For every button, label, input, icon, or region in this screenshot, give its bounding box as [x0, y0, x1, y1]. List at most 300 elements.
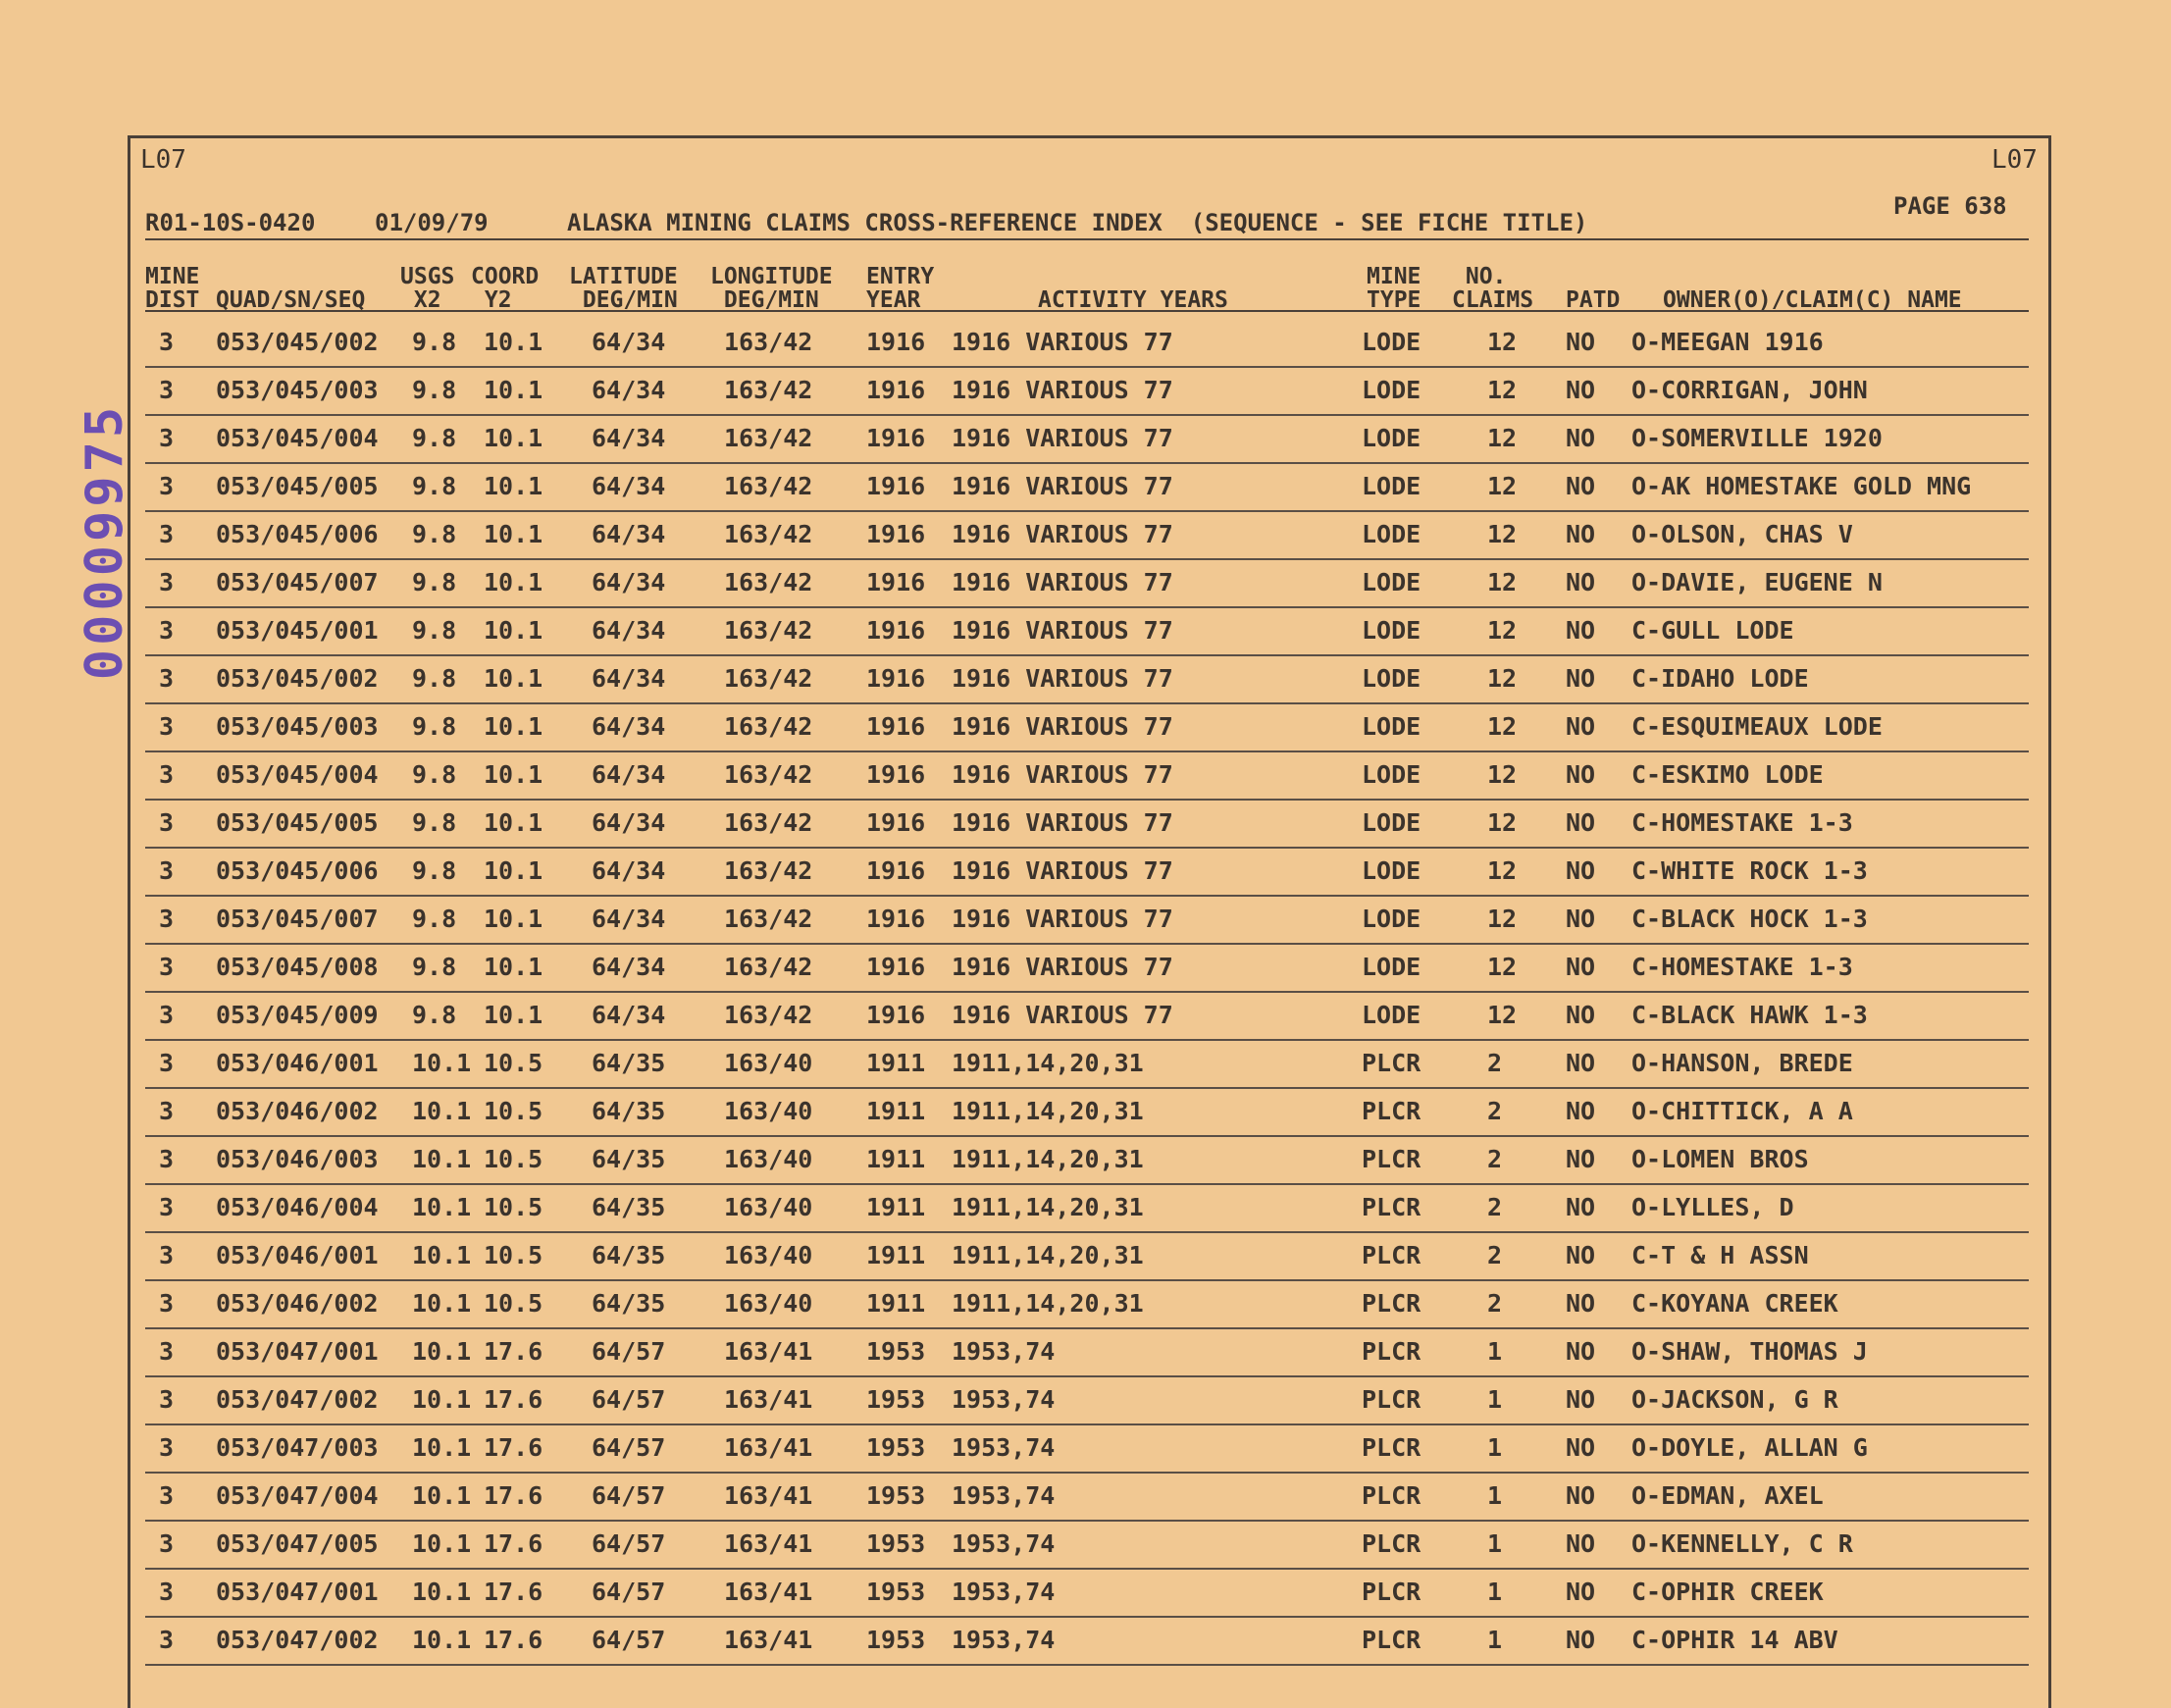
cell-owner: O-SOMERVILLE 1920	[1631, 424, 1883, 452]
cell-entry-year: 1916	[866, 424, 926, 452]
cell-coord-y2: 17.6	[484, 1529, 543, 1558]
cell-no-claims: 12	[1487, 856, 1518, 885]
cell-quad: 053/045/005	[216, 472, 379, 500]
cell-latitude: 64/34	[592, 712, 666, 741]
cell-no-claims: 1	[1487, 1433, 1503, 1462]
cell-patd: NO	[1566, 1289, 1596, 1318]
cell-quad: 053/045/001	[216, 616, 379, 645]
cell-owner: O-DOYLE, ALLAN G	[1631, 1433, 1868, 1462]
cell-usgs-x2: 9.8	[412, 664, 457, 693]
cell-quad: 053/047/002	[216, 1385, 379, 1414]
cell-quad: 053/046/003	[216, 1145, 379, 1173]
table-row	[145, 991, 2029, 1041]
header-quad: QUAD/SN/SEQ	[216, 287, 366, 313]
cell-longitude: 163/42	[724, 472, 813, 500]
cell-no-claims: 1	[1487, 1385, 1503, 1414]
cell-mine-dist: 3	[159, 520, 175, 548]
cell-owner: C-T & H ASSN	[1631, 1241, 1809, 1269]
cell-latitude: 64/35	[592, 1097, 666, 1125]
cell-activity-years: 1916 VARIOUS 77	[952, 1001, 1173, 1029]
cell-mine-dist: 3	[159, 1097, 175, 1125]
cell-patd: NO	[1566, 328, 1596, 356]
table-row	[145, 462, 2029, 512]
cell-activity-years: 1911,14,20,31	[952, 1097, 1144, 1125]
cell-mine-type: LODE	[1362, 520, 1421, 548]
cell-longitude: 163/42	[724, 905, 813, 933]
cell-quad: 053/045/002	[216, 328, 379, 356]
cell-coord-y2: 10.1	[484, 424, 543, 452]
cell-entry-year: 1916	[866, 760, 926, 789]
cell-usgs-x2: 9.8	[412, 376, 457, 404]
cell-mine-dist: 3	[159, 712, 175, 741]
cell-usgs-x2: 9.8	[412, 808, 457, 837]
cell-quad: 053/046/001	[216, 1049, 379, 1077]
cell-patd: NO	[1566, 424, 1596, 452]
cell-quad: 053/046/002	[216, 1289, 379, 1318]
cell-no-claims: 1	[1487, 1481, 1503, 1510]
cell-entry-year: 1916	[866, 520, 926, 548]
cell-entry-year: 1916	[866, 616, 926, 645]
cell-no-claims: 12	[1487, 616, 1518, 645]
cell-patd: NO	[1566, 1578, 1596, 1606]
cell-longitude: 163/40	[724, 1145, 813, 1173]
cell-longitude: 163/40	[724, 1049, 813, 1077]
table-row	[145, 366, 2029, 416]
cell-longitude: 163/42	[724, 856, 813, 885]
cell-usgs-x2: 10.1	[412, 1433, 472, 1462]
cell-usgs-x2: 10.1	[412, 1049, 472, 1077]
cell-no-claims: 12	[1487, 1001, 1518, 1029]
cell-longitude: 163/40	[724, 1241, 813, 1269]
cell-activity-years: 1916 VARIOUS 77	[952, 905, 1173, 933]
cell-mine-dist: 3	[159, 1145, 175, 1173]
cell-activity-years: 1916 VARIOUS 77	[952, 856, 1173, 885]
cell-mine-dist: 3	[159, 376, 175, 404]
cell-activity-years: 1916 VARIOUS 77	[952, 664, 1173, 693]
cell-activity-years: 1916 VARIOUS 77	[952, 424, 1173, 452]
cell-patd: NO	[1566, 905, 1596, 933]
cell-owner: O-MEEGAN 1916	[1631, 328, 1824, 356]
cell-coord-y2: 10.1	[484, 1001, 543, 1029]
cell-usgs-x2: 9.8	[412, 328, 457, 356]
cell-longitude: 163/42	[724, 664, 813, 693]
report-title: ALASKA MINING CLAIMS CROSS-REFERENCE INDEX (SEQUENCE - SEE FICHE TITLE)	[567, 209, 1588, 236]
cell-owner: C-BLACK HAWK 1-3	[1631, 1001, 1868, 1029]
report-id: R01-10S-0420	[145, 209, 316, 236]
cell-mine-type: LODE	[1362, 472, 1421, 500]
cell-entry-year: 1953	[866, 1337, 926, 1366]
cell-no-claims: 12	[1487, 712, 1518, 741]
cell-entry-year: 1953	[866, 1481, 926, 1510]
cell-patd: NO	[1566, 1241, 1596, 1269]
cell-mine-dist: 3	[159, 953, 175, 981]
cell-owner: C-OPHIR 14 ABV	[1631, 1626, 1838, 1654]
cell-mine-dist: 3	[159, 472, 175, 500]
cell-quad: 053/046/004	[216, 1193, 379, 1221]
cell-owner: C-KOYANA CREEK	[1631, 1289, 1838, 1318]
cell-mine-type: LODE	[1362, 568, 1421, 596]
table-row	[145, 943, 2029, 993]
cell-quad: 053/045/004	[216, 424, 379, 452]
table-row	[145, 1616, 2029, 1666]
report-title-line	[145, 209, 2029, 240]
table-row	[145, 1183, 2029, 1233]
table-row	[145, 1231, 2029, 1281]
cell-mine-type: LODE	[1362, 760, 1421, 789]
table-row	[145, 702, 2029, 752]
cell-entry-year: 1916	[866, 712, 926, 741]
cell-longitude: 163/40	[724, 1289, 813, 1318]
cell-coord-y2: 10.1	[484, 664, 543, 693]
table-row	[145, 1423, 2029, 1474]
cell-owner: O-OLSON, CHAS V	[1631, 520, 1853, 548]
cell-usgs-x2: 10.1	[412, 1289, 472, 1318]
cell-patd: NO	[1566, 1481, 1596, 1510]
cell-longitude: 163/41	[724, 1626, 813, 1654]
table-row	[145, 1135, 2029, 1185]
cell-patd: NO	[1566, 953, 1596, 981]
header-latitude: LATITUDE DEG/MIN	[569, 264, 678, 313]
cell-entry-year: 1911	[866, 1145, 926, 1173]
cell-latitude: 64/34	[592, 568, 666, 596]
cell-usgs-x2: 10.1	[412, 1529, 472, 1558]
header-mine-dist: MINE DIST	[145, 264, 200, 313]
cell-longitude: 163/41	[724, 1337, 813, 1366]
cell-mine-dist: 3	[159, 1385, 175, 1414]
cell-activity-years: 1916 VARIOUS 77	[952, 520, 1173, 548]
cell-owner: O-SHAW, THOMAS J	[1631, 1337, 1868, 1366]
cell-no-claims: 1	[1487, 1337, 1503, 1366]
cell-mine-type: LODE	[1362, 328, 1421, 356]
cell-usgs-x2: 10.1	[412, 1193, 472, 1221]
cell-owner: O-CORRIGAN, JOHN	[1631, 376, 1868, 404]
cell-patd: NO	[1566, 1049, 1596, 1077]
cell-quad: 053/047/003	[216, 1433, 379, 1462]
header-usgs-x2: USGS X2	[400, 264, 455, 313]
cell-coord-y2: 17.6	[484, 1626, 543, 1654]
cell-entry-year: 1916	[866, 376, 926, 404]
cell-owner: O-HANSON, BREDE	[1631, 1049, 1853, 1077]
cell-owner: O-LYLLES, D	[1631, 1193, 1794, 1221]
cell-quad: 053/045/005	[216, 808, 379, 837]
cell-coord-y2: 10.1	[484, 808, 543, 837]
cell-activity-years: 1911,14,20,31	[952, 1193, 1144, 1221]
cell-longitude: 163/42	[724, 712, 813, 741]
cell-mine-type: LODE	[1362, 376, 1421, 404]
stamp-number	[71, 402, 139, 681]
cell-patd: NO	[1566, 760, 1596, 789]
cell-longitude: 163/41	[724, 1385, 813, 1414]
cell-longitude: 163/42	[724, 953, 813, 981]
cell-patd: NO	[1566, 1337, 1596, 1366]
cell-usgs-x2: 10.1	[412, 1578, 472, 1606]
cell-quad: 053/047/002	[216, 1626, 379, 1654]
cell-no-claims: 1	[1487, 1578, 1503, 1606]
header-entry-year: ENTRY YEAR	[866, 264, 935, 313]
cell-longitude: 163/42	[724, 568, 813, 596]
cell-usgs-x2: 9.8	[412, 472, 457, 500]
table-row	[145, 750, 2029, 801]
cell-quad: 053/045/008	[216, 953, 379, 981]
cell-mine-type: PLCR	[1362, 1049, 1421, 1077]
cell-mine-type: PLCR	[1362, 1337, 1421, 1366]
cell-mine-type: LODE	[1362, 808, 1421, 837]
cell-latitude: 64/34	[592, 472, 666, 500]
cell-activity-years: 1916 VARIOUS 77	[952, 808, 1173, 837]
cell-entry-year: 1953	[866, 1529, 926, 1558]
cell-usgs-x2: 10.1	[412, 1097, 472, 1125]
cell-mine-type: PLCR	[1362, 1578, 1421, 1606]
header-mine-type: MINE TYPE	[1367, 264, 1421, 313]
cell-entry-year: 1911	[866, 1289, 926, 1318]
cell-latitude: 64/57	[592, 1578, 666, 1606]
cell-quad: 053/046/002	[216, 1097, 379, 1125]
cell-mine-dist: 3	[159, 328, 175, 356]
cell-usgs-x2: 9.8	[412, 1001, 457, 1029]
cell-entry-year: 1916	[866, 953, 926, 981]
cell-usgs-x2: 9.8	[412, 568, 457, 596]
cell-activity-years: 1916 VARIOUS 77	[952, 616, 1173, 645]
cell-latitude: 64/34	[592, 376, 666, 404]
table-row	[145, 1039, 2029, 1089]
cell-entry-year: 1911	[866, 1097, 926, 1125]
cell-mine-type: PLCR	[1362, 1241, 1421, 1269]
cell-entry-year: 1916	[866, 856, 926, 885]
cell-activity-years: 1911,14,20,31	[952, 1049, 1144, 1077]
cell-coord-y2: 10.1	[484, 472, 543, 500]
cell-longitude: 163/42	[724, 1001, 813, 1029]
cell-quad: 053/045/007	[216, 568, 379, 596]
cell-usgs-x2: 10.1	[412, 1241, 472, 1269]
cell-coord-y2: 10.1	[484, 568, 543, 596]
cell-quad: 053/045/009	[216, 1001, 379, 1029]
cell-mine-dist: 3	[159, 1241, 175, 1269]
cell-no-claims: 12	[1487, 953, 1518, 981]
cell-owner: C-GULL LODE	[1631, 616, 1794, 645]
cell-latitude: 64/57	[592, 1385, 666, 1414]
cell-mine-type: PLCR	[1362, 1097, 1421, 1125]
cell-patd: NO	[1566, 856, 1596, 885]
cell-mine-type: LODE	[1362, 664, 1421, 693]
cell-latitude: 64/35	[592, 1241, 666, 1269]
cell-latitude: 64/34	[592, 808, 666, 837]
cell-mine-dist: 3	[159, 1049, 175, 1077]
cell-longitude: 163/41	[724, 1433, 813, 1462]
cell-usgs-x2: 10.1	[412, 1385, 472, 1414]
cell-patd: NO	[1566, 376, 1596, 404]
cell-mine-type: PLCR	[1362, 1145, 1421, 1173]
cell-quad: 053/047/001	[216, 1578, 379, 1606]
cell-entry-year: 1916	[866, 808, 926, 837]
cell-activity-years: 1953,74	[952, 1578, 1056, 1606]
cell-patd: NO	[1566, 712, 1596, 741]
cell-coord-y2: 10.1	[484, 328, 543, 356]
cell-patd: NO	[1566, 1433, 1596, 1462]
cell-mine-dist: 3	[159, 905, 175, 933]
page-number: PAGE 638	[1893, 192, 2007, 220]
cell-activity-years: 1911,14,20,31	[952, 1145, 1144, 1173]
cell-patd: NO	[1566, 616, 1596, 645]
cell-usgs-x2: 9.8	[412, 953, 457, 981]
cell-patd: NO	[1566, 520, 1596, 548]
cell-mine-type: LODE	[1362, 953, 1421, 981]
cell-latitude: 64/34	[592, 328, 666, 356]
table-row	[145, 654, 2029, 704]
cell-entry-year: 1916	[866, 905, 926, 933]
cell-latitude: 64/34	[592, 616, 666, 645]
header-patd: PATD	[1566, 287, 1621, 313]
cell-latitude: 64/34	[592, 856, 666, 885]
cell-no-claims: 12	[1487, 905, 1518, 933]
cell-activity-years: 1916 VARIOUS 77	[952, 568, 1173, 596]
cell-usgs-x2: 9.8	[412, 520, 457, 548]
cell-activity-years: 1953,74	[952, 1433, 1056, 1462]
cell-no-claims: 1	[1487, 1626, 1503, 1654]
cell-owner: O-AK HOMESTAKE GOLD MNG	[1631, 472, 1972, 500]
cell-owner: C-BLACK HOCK 1-3	[1631, 905, 1868, 933]
cell-coord-y2: 10.1	[484, 856, 543, 885]
cell-activity-years: 1916 VARIOUS 77	[952, 376, 1173, 404]
cell-activity-years: 1953,74	[952, 1337, 1056, 1366]
cell-mine-type: PLCR	[1362, 1433, 1421, 1462]
cell-patd: NO	[1566, 1529, 1596, 1558]
cell-mine-dist: 3	[159, 808, 175, 837]
cell-coord-y2: 10.5	[484, 1241, 543, 1269]
cell-coord-y2: 10.1	[484, 953, 543, 981]
cell-quad: 053/047/001	[216, 1337, 379, 1366]
cell-entry-year: 1953	[866, 1626, 926, 1654]
cell-owner: C-IDAHO LODE	[1631, 664, 1809, 693]
cell-latitude: 64/57	[592, 1529, 666, 1558]
cell-mine-type: LODE	[1362, 616, 1421, 645]
cell-latitude: 64/34	[592, 520, 666, 548]
cell-mine-dist: 3	[159, 1481, 175, 1510]
cell-usgs-x2: 10.1	[412, 1337, 472, 1366]
cell-mine-type: LODE	[1362, 424, 1421, 452]
cell-patd: NO	[1566, 1145, 1596, 1173]
cell-coord-y2: 10.5	[484, 1289, 543, 1318]
cell-owner: O-KENNELLY, C R	[1631, 1529, 1853, 1558]
header-owner: OWNER(O)/CLAIM(C) NAME	[1663, 287, 1962, 313]
cell-mine-dist: 3	[159, 1289, 175, 1318]
cell-usgs-x2: 9.8	[412, 905, 457, 933]
cell-latitude: 64/34	[592, 953, 666, 981]
cell-mine-dist: 3	[159, 1337, 175, 1366]
cell-no-claims: 2	[1487, 1049, 1503, 1077]
header-rule	[145, 310, 2029, 312]
cell-quad: 053/045/003	[216, 712, 379, 741]
cell-quad: 053/047/005	[216, 1529, 379, 1558]
cell-latitude: 64/35	[592, 1145, 666, 1173]
cell-coord-y2: 10.5	[484, 1049, 543, 1077]
cell-entry-year: 1916	[866, 664, 926, 693]
cell-activity-years: 1911,14,20,31	[952, 1289, 1144, 1318]
cell-owner: O-EDMAN, AXEL	[1631, 1481, 1824, 1510]
table-row	[145, 1327, 2029, 1377]
cell-usgs-x2: 9.8	[412, 760, 457, 789]
cell-entry-year: 1911	[866, 1241, 926, 1269]
cell-usgs-x2: 10.1	[412, 1626, 472, 1654]
cell-quad: 053/045/003	[216, 376, 379, 404]
cell-latitude: 64/35	[592, 1049, 666, 1077]
cell-owner: O-JACKSON, G R	[1631, 1385, 1838, 1414]
cell-no-claims: 2	[1487, 1193, 1503, 1221]
cell-usgs-x2: 10.1	[412, 1145, 472, 1173]
cell-mine-type: PLCR	[1362, 1481, 1421, 1510]
cell-mine-dist: 3	[159, 760, 175, 789]
cell-coord-y2: 10.1	[484, 376, 543, 404]
cell-coord-y2: 10.5	[484, 1145, 543, 1173]
cell-mine-type: LODE	[1362, 712, 1421, 741]
cell-no-claims: 12	[1487, 808, 1518, 837]
cell-no-claims: 1	[1487, 1529, 1503, 1558]
cell-owner: C-HOMESTAKE 1-3	[1631, 808, 1853, 837]
cell-longitude: 163/41	[724, 1529, 813, 1558]
corner-label-left: L07	[140, 145, 186, 175]
table-row	[145, 1568, 2029, 1618]
cell-longitude: 163/42	[724, 328, 813, 356]
header-longitude: LONGITUDE DEG/MIN	[710, 264, 833, 313]
cell-longitude: 163/42	[724, 808, 813, 837]
cell-no-claims: 12	[1487, 328, 1518, 356]
corner-label-right: L07	[1991, 145, 2038, 175]
cell-patd: NO	[1566, 1097, 1596, 1125]
table-row	[145, 414, 2029, 464]
cell-no-claims: 12	[1487, 376, 1518, 404]
cell-latitude: 64/34	[592, 1001, 666, 1029]
cell-mine-type: PLCR	[1362, 1529, 1421, 1558]
cell-mine-type: PLCR	[1362, 1289, 1421, 1318]
cell-patd: NO	[1566, 568, 1596, 596]
cell-longitude: 163/42	[724, 376, 813, 404]
cell-entry-year: 1953	[866, 1385, 926, 1414]
cell-patd: NO	[1566, 1193, 1596, 1221]
table-row	[145, 1087, 2029, 1137]
cell-entry-year: 1953	[866, 1433, 926, 1462]
cell-mine-type: LODE	[1362, 905, 1421, 933]
cell-longitude: 163/40	[724, 1193, 813, 1221]
cell-coord-y2: 10.5	[484, 1097, 543, 1125]
cell-coord-y2: 10.1	[484, 712, 543, 741]
cell-entry-year: 1916	[866, 472, 926, 500]
cell-mine-type: PLCR	[1362, 1193, 1421, 1221]
cell-quad: 053/046/001	[216, 1241, 379, 1269]
table-row	[145, 606, 2029, 656]
cell-coord-y2: 10.5	[484, 1193, 543, 1221]
cell-owner: C-ESQUIMEAUX LODE	[1631, 712, 1883, 741]
cell-patd: NO	[1566, 664, 1596, 693]
cell-owner: C-ESKIMO LODE	[1631, 760, 1824, 789]
cell-mine-dist: 3	[159, 1578, 175, 1606]
cell-coord-y2: 10.1	[484, 760, 543, 789]
cell-quad: 053/045/002	[216, 664, 379, 693]
cell-entry-year: 1953	[866, 1578, 926, 1606]
cell-mine-dist: 3	[159, 1193, 175, 1221]
table-row	[145, 558, 2029, 608]
cell-mine-dist: 3	[159, 424, 175, 452]
table-row	[145, 1279, 2029, 1329]
cell-latitude: 64/57	[592, 1626, 666, 1654]
cell-no-claims: 12	[1487, 520, 1518, 548]
cell-longitude: 163/42	[724, 616, 813, 645]
cell-no-claims: 12	[1487, 424, 1518, 452]
cell-mine-type: PLCR	[1362, 1385, 1421, 1414]
cell-mine-dist: 3	[159, 856, 175, 885]
cell-coord-y2: 17.6	[484, 1337, 543, 1366]
cell-entry-year: 1916	[866, 328, 926, 356]
cell-no-claims: 2	[1487, 1289, 1503, 1318]
cell-latitude: 64/35	[592, 1289, 666, 1318]
